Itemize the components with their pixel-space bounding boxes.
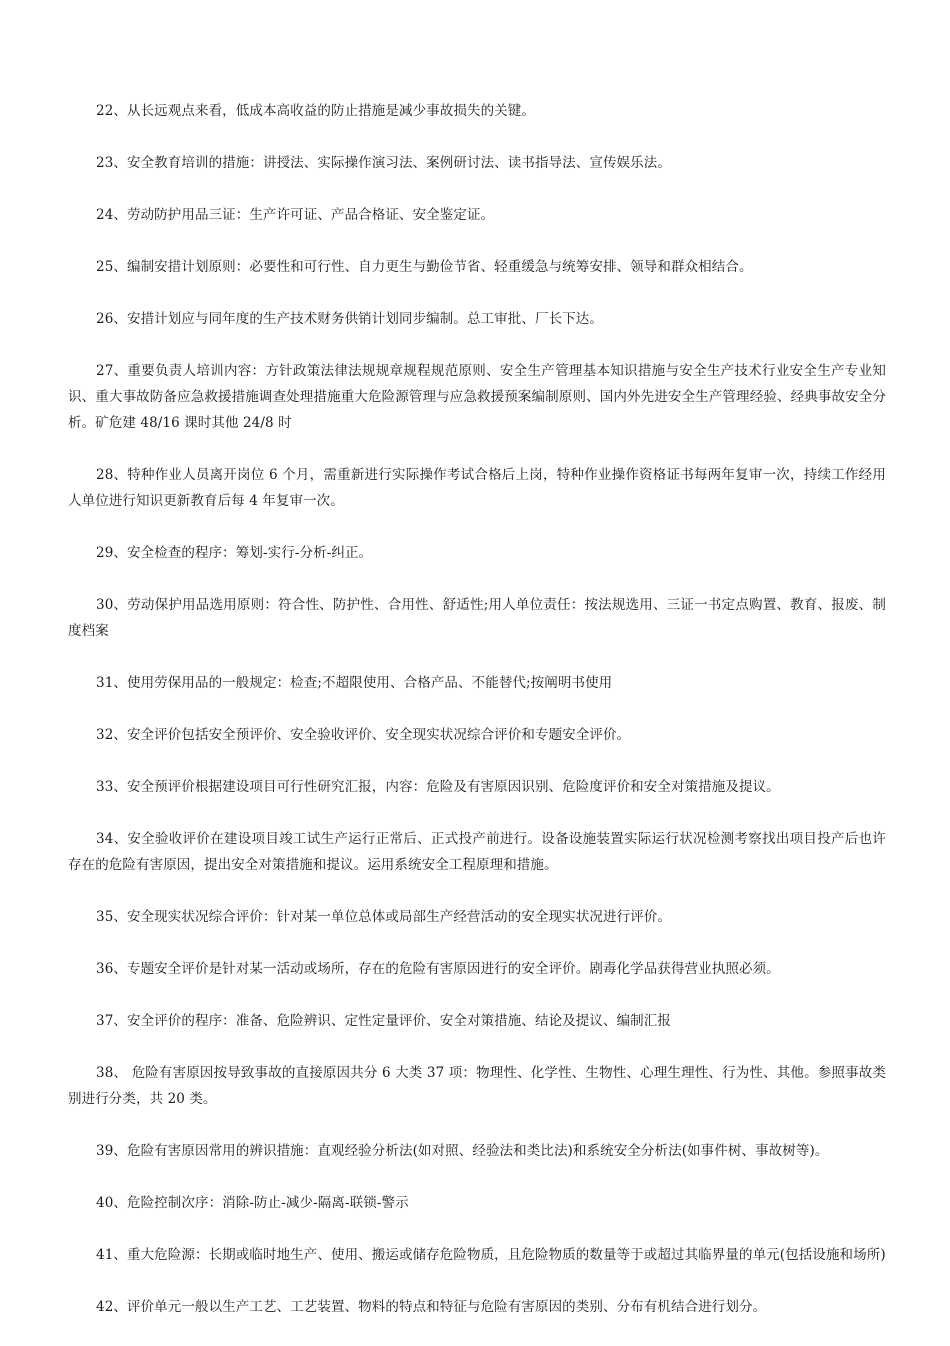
paragraph-30: 30、劳动保护用品选用原则：符合性、防护性、合用性、舒适性;用人单位责任：按法规选用、三证一书定点购置、教育、报废、制度档案 — [68, 597, 886, 639]
paragraph-34: 34、安全验收评价在建设项目竣工试生产运行正常后、正式投产前进行。设备设施装置实际运行状况检测考察找出项目投产后也许存在的危险有害原因，提出安全对策措施和提议。运用系统安全工程原理和措施。 — [68, 831, 886, 873]
paragraph-35: 35、安全现实状况综合评价：针对某一单位总体或局部生产经营活动的安全现实状况进行评价。 — [96, 909, 671, 925]
paragraph-25: 25、编制安措计划原则：必要性和可行性、自力更生与勤俭节省、轻重缓急与统筹安排、领导和群众相结合。 — [96, 259, 753, 275]
paragraph-36: 36、专题安全评价是针对某一活动或场所，存在的危险有害原因进行的安全评价。剧毒化学品获得营业执照必须。 — [96, 961, 780, 977]
paragraph-42: 42、评价单元一般以生产工艺、工艺装置、物料的特点和特征与危险有害原因的类别、分布有机结合进行划分。 — [96, 1299, 767, 1315]
paragraph-28: 28、特种作业人员离开岗位 6 个月，需重新进行实际操作考试合格后上岗，特种作业操作资格证书每两年复审一次，持续工作经用人单位进行知识更新教育后每 4 年复审一次。 — [68, 467, 886, 509]
paragraph-39: 39、危险有害原因常用的辨识措施：直观经验分析法(如对照、经验法和类比法)和系统安全分析法(如事件树、事故树等)。 — [96, 1143, 829, 1159]
paragraph-29: 29、安全检查的程序：筹划-实行-分析-纠正。 — [96, 545, 373, 561]
paragraph-40: 40、危险控制次序：消除-防止-减少-隔离-联锁-警示 — [96, 1195, 409, 1211]
paragraph-23: 23、安全教育培训的措施：讲授法、实际操作演习法、案例研讨法、读书指导法、宣传娱乐法。 — [96, 155, 671, 171]
paragraph-37: 37、安全评价的程序：准备、危险辨识、定性定量评价、安全对策措施、结论及提议、编制汇报 — [96, 1013, 671, 1029]
paragraph-22: 22、从长远观点来看，低成本高收益的防止措施是减少事故损失的关键。 — [96, 103, 535, 119]
paragraph-41: 41、重大危险源：长期或临时地生产、使用、搬运或储存危险物质，且危险物质的数量等于或超过其临界量的单元(包括设施和场所) — [96, 1247, 886, 1263]
paragraph-26: 26、安措计划应与同年度的生产技术财务供销计划同步编制。总工审批、厂长下达。 — [96, 311, 603, 327]
paragraph-31: 31、使用劳保用品的一般规定：检查;不超限使用、合格产品、不能替代;按阐明书使用 — [96, 675, 613, 691]
paragraph-32: 32、安全评价包括安全预评价、安全验收评价、安全现实状况综合评价和专题安全评价。 — [96, 727, 631, 743]
paragraph-27: 27、重要负责人培训内容：方针政策法律法规规章规程规范原则、安全生产管理基本知识措施与安全生产技术行业安全生产专业知识、重大事故防备应急救援措施调查处理措施重大危险源管理与应急救援预案编制原则、国内外先进安全生产管理经验、经典事故安全分析。矿危建 48/16 课时其他 24/8 时 — [68, 363, 886, 431]
paragraph-38: 38、 危险有害原因按导致事故的直接原因共分 6 大类 37 项：物理性、化学性、生物性、心理生理性、行为性、其他。参照事故类别进行分类，共 20 类。 — [68, 1065, 886, 1107]
paragraph-24: 24、劳动防护用品三证：生产许可证、产品合格证、安全鉴定证。 — [96, 207, 495, 223]
paragraph-33: 33、安全预评价根据建设项目可行性研究汇报，内容：危险及有害原因识别、危险度评价和安全对策措施及提议。 — [96, 779, 780, 795]
document-body — [68, 98, 886, 1346]
